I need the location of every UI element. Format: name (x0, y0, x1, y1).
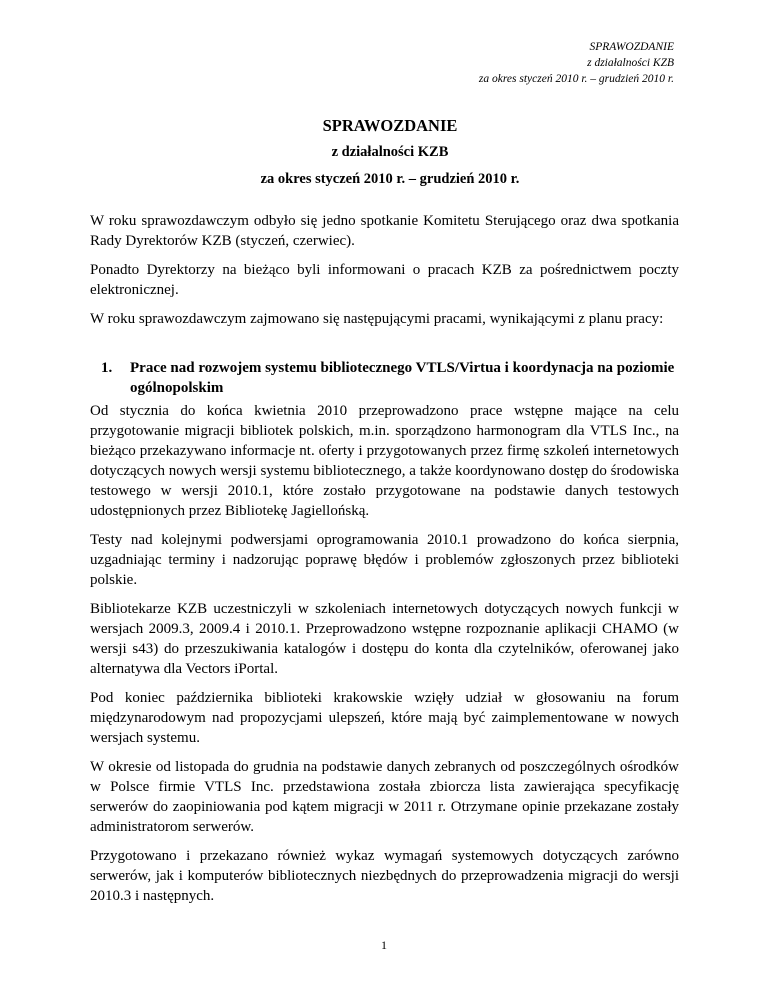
section-1-paragraph-2: Testy nad kolejnymi podwersjami oprogramowania 2010.1 prowadzono do końca sierpnia, uzgadniając terminy i nadzorując poprawę błędów i problemów zgłoszonych przez biblioteki polskie. (90, 532, 679, 588)
running-header-subtitle: z działalności KZB (587, 57, 674, 69)
page-number: 1 (381, 938, 387, 952)
intro-paragraph-3: W roku sprawozdawczym zajmowano się następującymi pracami, wynikającymi z planu pracy: (90, 311, 664, 327)
running-header-period: za okres styczeń 2010 r. – grudzień 2010 r. (478, 73, 674, 85)
section-1-paragraph-3: Bibliotekarze KZB uczestniczyli w szkoleniach internetowych dotyczących nowych funkcji w wersjach 2009.3, 2009.4 i 2010.1. Przeprowadzono wstępne rozpoznanie aplikacji CHAMO (w wersji s43) do przeszukiwania katalogów i dostępu do konta dla czytelników, oferowanej jako alternatywa dla Vectors iPortal. (90, 601, 679, 677)
section-1-paragraph-5: W okresie od listopada do grudnia na podstawie danych zebranych od poszczególnych ośrodków w Polsce firmie VTLS Inc. przedstawiona została zbiorcza lista zawierająca specyfikację serwerów do zaopiniowania pod kątem migracji w 2011 r. Otrzymane opinie przekazane zostały administratorom serwerów. (90, 759, 679, 835)
section-1-paragraph-4: Pod koniec października biblioteki krakowskie wzięły udział w głosowaniu na forum międzynarodowym nad propozycjami ulepszeń, które mają być zaimplementowane w nowych wersjach systemu. (90, 690, 679, 746)
section-1-paragraph-1: Od stycznia do końca kwietnia 2010 przeprowadzono prace wstępne mające na celu przygotowanie migracji bibliotek polskich, m.in. sporządzono harmonogram dla VTLS Inc., na bieżąco przekazywano informacje nt. oferty i przygotowanych przez firmę szkoleń internetowych dotyczących nowych wersji systemu bibliotecznego, a także koordynowano dostęp do środowiska testowego w wersji 2010.1, które zostało przygotowane na podstawie danych testowych udostępnionych przez Bibliotekę Jagiellońską. (90, 403, 679, 519)
document-subtitle: z działalności KZB (331, 144, 449, 160)
section-heading-text: Prace nad rozwojem systemu bibliotecznego VTLS/Virtua i koordynacja na poziomie ogólnopolskim (130, 360, 675, 396)
running-header (479, 39, 674, 87)
running-header-title: SPRAWOZDANIE (589, 41, 674, 53)
section-1-paragraph-6: Przygotowano i przekazano również wykaz wymagań systemowych dotyczących zarówno serwerów, jak i komputerów bibliotecznych niezbędnych do przeprowadzenia migracji do wersji 2010.3 i następnych. (90, 848, 679, 904)
intro-paragraph-1: W roku sprawozdawczym odbyło się jedno spotkanie Komitetu Sterującego oraz dwa spotkania Rady Dyrektorów KZB (styczeń, czerwiec). (90, 213, 679, 249)
document-period: za okres styczeń 2010 r. – grudzień 2010 r. (260, 171, 520, 187)
document-body (90, 211, 679, 915)
section-number: 1. (101, 360, 113, 376)
document-title: SPRAWOZDANIE (322, 116, 458, 135)
intro-paragraph-2: Ponadto Dyrektorzy na bieżąco byli informowani o pracach KZB za pośrednictwem poczty elektronicznej. (90, 262, 679, 298)
section-heading-1 (90, 358, 679, 398)
title-block (90, 114, 690, 189)
